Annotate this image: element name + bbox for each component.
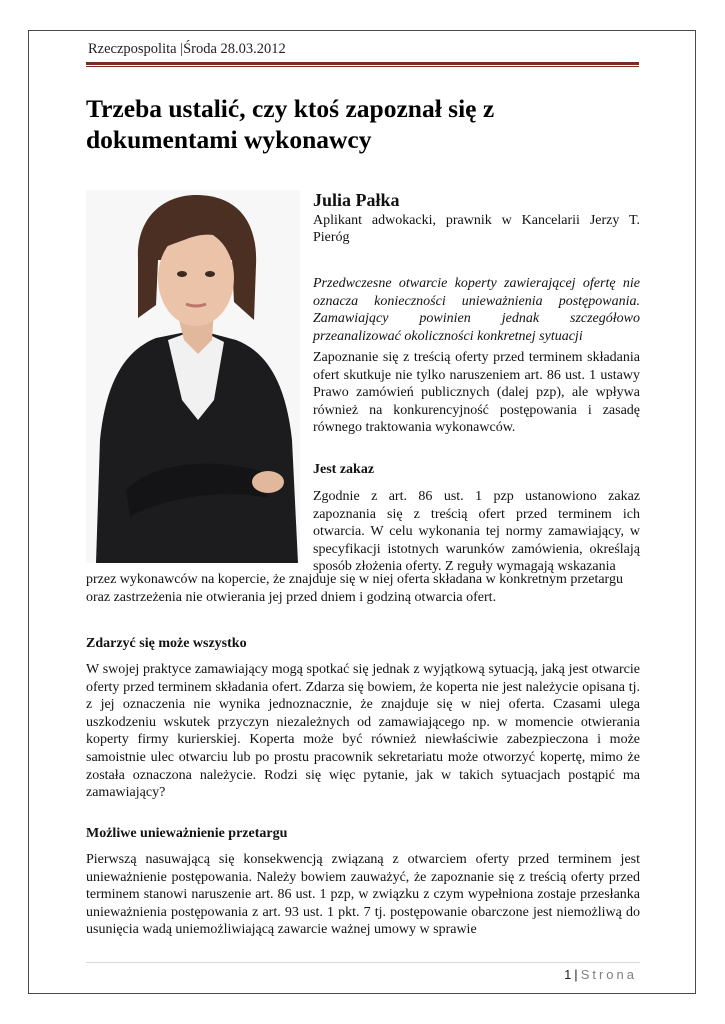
page-footer (564, 967, 637, 982)
author-name: Julia Pałka (313, 190, 400, 210)
header-rule (86, 62, 639, 67)
article-title: Trzeba ustalić, czy ktoś zapoznał się z dokumentami wykonawcy (86, 94, 495, 154)
footer-rule (86, 962, 640, 963)
page-number: 1 (564, 967, 572, 982)
page-label: Strona (580, 967, 637, 982)
author-portrait-photo (86, 190, 300, 563)
paragraph-mozliwe: Pierwszą nasuwającą się konsekwencją związaną z otwarciem oferty przed terminem jest unieważnienie postępowania. Należy bowiem zauważyć, że zapoznanie się z treścią oferty przed terminem stanowi naruszenie art. 86 ust. 1 pzp, w związku z czym wypełniona zostaje przesłanka unieważnienia postępowania z art. 93 ust. 1 pkt. 7 tj. postępowanie obarczone jest niemożliwą do usunięcia wadą uniemożliwiającą zawarcie ważnej umowy w sprawie (86, 852, 640, 938)
article-lead: Przedwczesne otwarcie koperty zawierającej ofertę nie oznacza konieczności unieważnienia postępowania. Zamawiający powinien jednak szczegółowo przeanalizować okoliczności konkretnej sytuacji (313, 276, 640, 344)
section-heading-mozliwe: Możliwe unieważnienie przetargu (86, 826, 288, 841)
section-heading-jest-zakaz: Jest zakaz (313, 462, 375, 477)
footer-separator: | (574, 967, 578, 982)
author-description: Aplikant adwokacki, prawnik w Kancelarii Jerzy T. Pieróg (313, 213, 640, 245)
paragraph-jest-zakaz-part-2: przez wykonawców na kopercie, że znajduje się w niej oferta składana w konkretnym przetargu oraz zastrzeżenia nie otwierania jej przed dniem i godziną otwarcia ofert. (86, 572, 623, 605)
paragraph-zdarzyc: W swojej praktyce zamawiający mogą spotkać się jednak z wyjątkową sytuacją, jaką jest otwarcie oferty przed terminem składania ofert. Zdarza się bowiem, że koperta nie jest należycie opisana tj. z jej oznaczenia nie wynika jednoznacznie, że znajduje się w niej oferta. Czasami ulega uszkodzeniu wskutek przyczyn niezależnych od zamawiającego np. w momencie otwierania koperty firmy kurierskiej. Koperta może być również niewłaściwie zabezpieczona i może samoistnie ulec otwarciu lub po prostu pracownik sekretariatu może otworzyć kopertę, mimo że została oznaczona należycie. Rodzi się więc pytanie, jak w takich sytuacjach postąpić ma zamawiający? (86, 662, 640, 801)
running-header: Rzeczpospolita |Środa 28.03.2012 (88, 41, 286, 57)
section-heading-zdarzyc: Zdarzyć się może wszystko (86, 636, 247, 651)
paragraph-jest-zakaz-part-1: Zgodnie z art. 86 ust. 1 pzp ustanowiono zakaz zapoznania się z treścią ofert przed terminem ich otwarcia. W celu wykonania tej normy zamawiający, w specyfikacji istotnych warunków zamówienia, określają sposób złożenia oferty. Z reguły wymagają wskazania (313, 489, 640, 574)
paragraph-intro: Zapoznanie się z treścią oferty przed terminem składania ofert skutkuje nie tylko naruszeniem art. 86 ust. 1 ustawy Prawo zamówień publicznych (dalej pzp), ale wpływa również na konkurencyjność postępowania i zasadę równego traktowania wykonawców. (313, 350, 640, 435)
